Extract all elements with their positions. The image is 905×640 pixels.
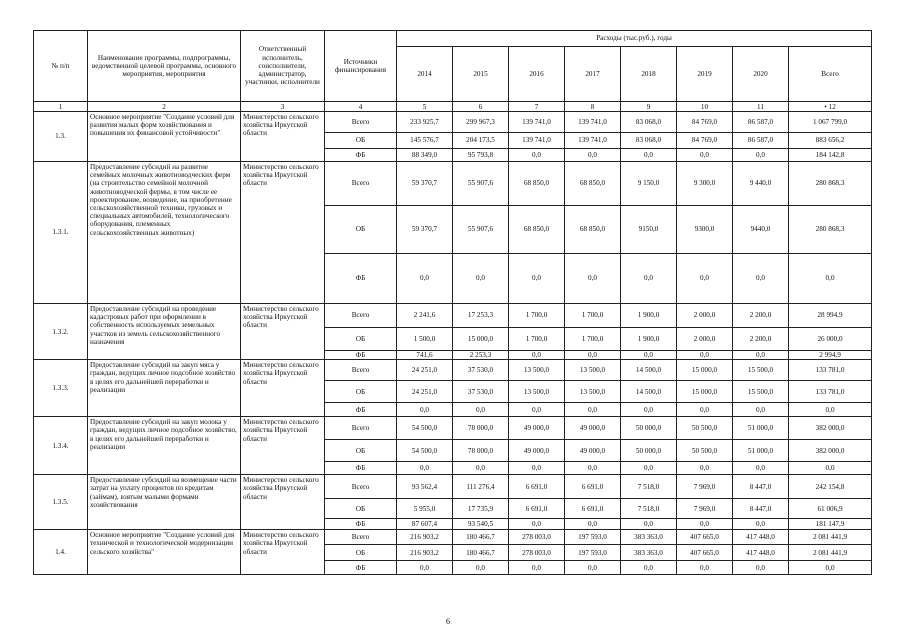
row-year-value: 0,0 <box>565 561 621 575</box>
row-year-value: 13 500,0 <box>565 381 621 403</box>
row-year-value: 0,0 <box>565 254 621 304</box>
row-year-value: 49 000,0 <box>565 440 621 462</box>
row-year-value: 24 251,0 <box>397 360 453 381</box>
budget-table <box>33 30 872 575</box>
row-year-value: 0,0 <box>677 351 733 360</box>
row-total-value: 0,0 <box>789 462 872 475</box>
row-year-value: 84 769,0 <box>677 133 733 149</box>
row-year-value: 15 500,0 <box>733 381 789 403</box>
row-year-value: 15 500,0 <box>733 360 789 381</box>
row-year-value: 7 969,0 <box>677 499 733 519</box>
row-year-value: 1 500,0 <box>397 328 453 351</box>
row-year-value: 417 448,0 <box>733 545 789 561</box>
column-number: 6 <box>453 102 509 112</box>
row-year-value: 278 003,0 <box>509 545 565 561</box>
column-number: 3 <box>241 102 325 112</box>
row-source: ФБ <box>325 462 397 475</box>
row-year-value: 49 000,0 <box>565 417 621 440</box>
row-executor: Министерство сельского хозяйства Иркутской области <box>241 530 325 575</box>
row-total-value: 184 142,8 <box>789 149 872 162</box>
row-year-value: 1 700,0 <box>565 304 621 328</box>
row-year-value: 216 903,2 <box>397 545 453 561</box>
row-year-value: 37 530,0 <box>453 360 509 381</box>
row-year-value: 0,0 <box>733 254 789 304</box>
row-year-value: 15 000,0 <box>453 328 509 351</box>
row-year-value: 9300,0 <box>677 206 733 254</box>
row-year-value: 51 000,0 <box>733 417 789 440</box>
row-year-value: 1 700,0 <box>509 328 565 351</box>
row-year-value: 9440,0 <box>733 206 789 254</box>
table-row <box>34 112 872 133</box>
table-header <box>34 31 872 112</box>
row-year-value: 55 907,6 <box>453 162 509 206</box>
row-year-value: 14 500,0 <box>621 360 677 381</box>
row-total-value: 1 067 799,0 <box>789 112 872 133</box>
row-year-value: 51 000,0 <box>733 440 789 462</box>
row-year-value: 0,0 <box>509 519 565 530</box>
table-row <box>34 304 872 328</box>
row-year-value: 0,0 <box>565 403 621 417</box>
row-year-value: 0,0 <box>565 519 621 530</box>
row-total-value: 2 081 441,9 <box>789 545 872 561</box>
row-year-value: 383 363,0 <box>621 545 677 561</box>
row-year-value: 49 000,0 <box>509 417 565 440</box>
row-source: ФБ <box>325 149 397 162</box>
row-source: Всего <box>325 417 397 440</box>
row-year-value: 0,0 <box>733 561 789 575</box>
row-source: ФБ <box>325 351 397 360</box>
row-name: Предоставление субсидий на закуп мяса у граждан, ведущих личное подсобное хозяйство в целях его дальнейшей переработки и реализации <box>88 360 241 417</box>
row-name: Предоставление субсидий на закуп молока у граждан, ведущих личное подсобное хозяйство, в целях его дальнейшей переработки и реализации <box>88 417 241 475</box>
row-year-value: 0,0 <box>621 561 677 575</box>
row-total-value: 280 868,3 <box>789 162 872 206</box>
column-number: 7 <box>509 102 565 112</box>
row-total-value: 26 000,0 <box>789 328 872 351</box>
row-year-value: 7 969,0 <box>677 475 733 499</box>
row-year-value: 68 850,0 <box>509 162 565 206</box>
row-code: 1.3.2. <box>34 304 88 360</box>
row-year-value: 6 691,0 <box>509 499 565 519</box>
row-year-value: 2 000,0 <box>677 304 733 328</box>
table-body <box>34 112 872 575</box>
row-year-value: 407 665,0 <box>677 545 733 561</box>
row-year-value: 0,0 <box>397 403 453 417</box>
row-year-value: 0,0 <box>677 561 733 575</box>
row-year-value: 68 850,0 <box>509 206 565 254</box>
row-year-value: 145 576,7 <box>397 133 453 149</box>
page-number: 6 <box>446 617 450 626</box>
row-year-value: 9 150,0 <box>621 162 677 206</box>
row-year-value: 15 000,0 <box>677 381 733 403</box>
row-name: Основное мероприятие "Создание условий для развития малых форм хозяйствования и повышения их финансовой устойчивости" <box>88 112 241 162</box>
column-number: 4 <box>325 102 397 112</box>
row-total-value: 242 154,8 <box>789 475 872 499</box>
header-source: Источники финансирования <box>325 31 397 102</box>
table-row <box>34 475 872 499</box>
row-year-value: 6 691,0 <box>565 475 621 499</box>
row-year-value: 197 593,0 <box>565 530 621 545</box>
row-year-value: 2 241,6 <box>397 304 453 328</box>
table-row <box>34 417 872 440</box>
row-year-value: 278 003,0 <box>509 530 565 545</box>
row-year-value: 180 466,7 <box>453 530 509 545</box>
row-source: ОБ <box>325 328 397 351</box>
row-year-value: 2 000,0 <box>677 328 733 351</box>
row-total-value: 2 081 441,9 <box>789 530 872 545</box>
row-year-value: 86 587,0 <box>733 112 789 133</box>
header-name: Наименование программы, подпрограммы, ведомственной целевой программы, основного мероприятия, мероприятия <box>88 31 241 102</box>
row-year-value: 407 665,0 <box>677 530 733 545</box>
row-year-value: 0,0 <box>565 351 621 360</box>
row-year-value: 9 440,0 <box>733 162 789 206</box>
row-name: Предоставление субсидий на проведение кадастровых работ при оформлении в собственность используемых земельных участков из земель сельскохозяйственного назначения <box>88 304 241 360</box>
column-number: 11 <box>733 102 789 112</box>
row-executor: Министерство сельского хозяйства Иркутской области <box>241 475 325 530</box>
row-year-value: 37 530,0 <box>453 381 509 403</box>
row-year-value: 0,0 <box>565 149 621 162</box>
column-number: 5 <box>397 102 453 112</box>
row-year-value: 50 500,0 <box>677 440 733 462</box>
header-year: 2017 <box>565 47 621 102</box>
row-year-value: 87 607,4 <box>397 519 453 530</box>
row-source: Всего <box>325 162 397 206</box>
row-year-value: 7 518,0 <box>621 475 677 499</box>
row-total-value: 0,0 <box>789 403 872 417</box>
column-number: • 12 <box>789 102 872 112</box>
row-year-value: 0,0 <box>733 403 789 417</box>
row-year-value: 2 253,3 <box>453 351 509 360</box>
row-year-value: 54 500,0 <box>397 440 453 462</box>
row-year-value: 180 466,7 <box>453 545 509 561</box>
row-total-value: 883 656,2 <box>789 133 872 149</box>
row-year-value: 83 068,0 <box>621 133 677 149</box>
row-source: ОБ <box>325 499 397 519</box>
row-year-value: 111 276,4 <box>453 475 509 499</box>
row-year-value: 299 967,3 <box>453 112 509 133</box>
row-year-value: 9150,0 <box>621 206 677 254</box>
row-year-value: 5 955,0 <box>397 499 453 519</box>
row-year-value: 17 253,3 <box>453 304 509 328</box>
row-total-value: 0,0 <box>789 561 872 575</box>
row-source: ФБ <box>325 254 397 304</box>
row-year-value: 0,0 <box>621 462 677 475</box>
header-year: 2014 <box>397 47 453 102</box>
row-year-value: 50 000,0 <box>621 417 677 440</box>
row-year-value: 50 500,0 <box>677 417 733 440</box>
row-year-value: 0,0 <box>733 462 789 475</box>
row-total-value: 61 006,9 <box>789 499 872 519</box>
row-year-value: 0,0 <box>509 403 565 417</box>
row-total-value: 28 994,9 <box>789 304 872 328</box>
row-year-value: 8 447,0 <box>733 475 789 499</box>
row-year-value: 0,0 <box>621 403 677 417</box>
row-year-value: 1 700,0 <box>565 328 621 351</box>
row-total-value: 382 000,0 <box>789 417 872 440</box>
row-year-value: 216 903,2 <box>397 530 453 545</box>
row-source: ОБ <box>325 440 397 462</box>
row-source: Всего <box>325 475 397 499</box>
row-year-value: 78 000,0 <box>453 440 509 462</box>
row-year-value: 0,0 <box>565 462 621 475</box>
row-source: Всего <box>325 304 397 328</box>
row-year-value: 17 735,9 <box>453 499 509 519</box>
header-year: 2020 <box>733 47 789 102</box>
column-number: 10 <box>677 102 733 112</box>
row-year-value: 0,0 <box>509 462 565 475</box>
row-year-value: 233 925,7 <box>397 112 453 133</box>
row-total-value: 0,0 <box>789 254 872 304</box>
row-year-value: 93 540,5 <box>453 519 509 530</box>
column-number: 1 <box>34 102 88 112</box>
row-year-value: 9 300,0 <box>677 162 733 206</box>
header-num: № п/п <box>34 31 88 102</box>
row-code: 1.3.5. <box>34 475 88 530</box>
row-year-value: 0,0 <box>677 149 733 162</box>
row-source: ОБ <box>325 545 397 561</box>
row-year-value: 0,0 <box>621 351 677 360</box>
table-row <box>34 162 872 206</box>
row-year-value: 86 587,0 <box>733 133 789 149</box>
row-year-value: 15 000,0 <box>677 360 733 381</box>
row-year-value: 0,0 <box>509 149 565 162</box>
row-year-value: 59 370,7 <box>397 206 453 254</box>
row-year-value: 741,6 <box>397 351 453 360</box>
row-code: 1.3. <box>34 112 88 162</box>
row-year-value: 6 691,0 <box>509 475 565 499</box>
row-source: ОБ <box>325 133 397 149</box>
row-year-value: 0,0 <box>453 403 509 417</box>
row-year-value: 0,0 <box>733 351 789 360</box>
row-source: Всего <box>325 530 397 545</box>
row-name: Предоставление субсидий на развитие семейных молочных животноводческих ферм (на строительство семейной молочной животноводческой фермы, в том числе ее проектирование, возведение, на приобретение сельскохозяйственной техники, грузовых и специальных автомобилей, технологического оборудования, племенных сельскохозяйственных животных) <box>88 162 241 304</box>
row-year-value: 2 200,0 <box>733 328 789 351</box>
row-total-value: 181 147,9 <box>789 519 872 530</box>
row-code: 1.3.4. <box>34 417 88 475</box>
row-year-value: 7 518,0 <box>621 499 677 519</box>
row-year-value: 14 500,0 <box>621 381 677 403</box>
row-year-value: 0,0 <box>397 561 453 575</box>
row-year-value: 0,0 <box>453 462 509 475</box>
row-year-value: 417 448,0 <box>733 530 789 545</box>
row-year-value: 0,0 <box>397 254 453 304</box>
header-total: Всего <box>789 47 872 102</box>
row-year-value: 1 900,0 <box>621 304 677 328</box>
row-year-value: 93 562,4 <box>397 475 453 499</box>
row-year-value: 24 251,0 <box>397 381 453 403</box>
row-year-value: 50 000,0 <box>621 440 677 462</box>
row-year-value: 0,0 <box>677 403 733 417</box>
row-year-value: 0,0 <box>453 254 509 304</box>
row-total-value: 382 000,0 <box>789 440 872 462</box>
row-year-value: 59 370,7 <box>397 162 453 206</box>
row-year-value: 83 068,0 <box>621 112 677 133</box>
row-year-value: 1 900,0 <box>621 328 677 351</box>
row-year-value: 139 741,0 <box>509 133 565 149</box>
row-year-value: 68 850,0 <box>565 206 621 254</box>
row-year-value: 13 500,0 <box>565 360 621 381</box>
table-row <box>34 530 872 545</box>
column-numbers-row <box>34 102 872 112</box>
row-year-value: 197 593,0 <box>565 545 621 561</box>
row-year-value: 84 769,0 <box>677 112 733 133</box>
row-year-value: 383 363,0 <box>621 530 677 545</box>
row-year-value: 88 349,0 <box>397 149 453 162</box>
row-source: Всего <box>325 112 397 133</box>
row-year-value: 204 173,5 <box>453 133 509 149</box>
row-executor: Министерство сельского хозяйства Иркутской области <box>241 417 325 475</box>
row-year-value: 2 200,0 <box>733 304 789 328</box>
row-year-value: 139 741,0 <box>509 112 565 133</box>
row-year-value: 8 447,0 <box>733 499 789 519</box>
row-year-value: 0,0 <box>509 351 565 360</box>
row-year-value: 139 741,0 <box>565 133 621 149</box>
row-year-value: 13 500,0 <box>509 381 565 403</box>
row-year-value: 139 741,0 <box>565 112 621 133</box>
row-name: Основное мероприятие "Создание условий для технической и технологической модернизации сельского хозяйства" <box>88 530 241 575</box>
row-year-value: 78 000,0 <box>453 417 509 440</box>
row-year-value: 95 793,8 <box>453 149 509 162</box>
row-year-value: 6 691,0 <box>565 499 621 519</box>
header-year: 2019 <box>677 47 733 102</box>
row-year-value: 0,0 <box>621 149 677 162</box>
header-year: 2018 <box>621 47 677 102</box>
row-executor: Министерство сельского хозяйства Иркутской области <box>241 112 325 162</box>
header-expenses: Расходы (тыс.руб.), годы <box>397 31 872 47</box>
row-year-value: 1 700,0 <box>509 304 565 328</box>
row-source: Всего <box>325 360 397 381</box>
header-year: 2015 <box>453 47 509 102</box>
row-year-value: 0,0 <box>677 519 733 530</box>
row-year-value: 0,0 <box>509 561 565 575</box>
row-year-value: 55 907,6 <box>453 206 509 254</box>
row-total-value: 133 781,0 <box>789 360 872 381</box>
row-source: ОБ <box>325 206 397 254</box>
row-source: ОБ <box>325 381 397 403</box>
budget-document <box>33 30 871 575</box>
row-year-value: 0,0 <box>733 149 789 162</box>
row-year-value: 0,0 <box>677 254 733 304</box>
row-source: ФБ <box>325 403 397 417</box>
column-number: 8 <box>565 102 621 112</box>
row-year-value: 0,0 <box>397 462 453 475</box>
row-year-value: 54 500,0 <box>397 417 453 440</box>
row-code: 1.3.1. <box>34 162 88 304</box>
row-total-value: 133 781,0 <box>789 381 872 403</box>
row-year-value: 0,0 <box>733 519 789 530</box>
row-executor: Министерство сельского хозяйства Иркутской области <box>241 304 325 360</box>
row-year-value: 0,0 <box>453 561 509 575</box>
row-year-value: 13 500,0 <box>509 360 565 381</box>
row-source: ФБ <box>325 561 397 575</box>
row-name: Предоставление субсидий на возмещение части затрат на уплату процентов по кредитам (займам), взятым малыми формами хозяйствования <box>88 475 241 530</box>
row-year-value: 68 850,0 <box>565 162 621 206</box>
table-row <box>34 360 872 381</box>
column-number: 2 <box>88 102 241 112</box>
row-year-value: 0,0 <box>621 519 677 530</box>
row-year-value: 0,0 <box>621 254 677 304</box>
row-year-value: 49 000,0 <box>509 440 565 462</box>
header-year: 2016 <box>509 47 565 102</box>
row-total-value: 2 994,9 <box>789 351 872 360</box>
row-executor: Министерство сельского хозяйства Иркутской области <box>241 360 325 417</box>
row-code: 1.3.3. <box>34 360 88 417</box>
header-executor: Ответственный исполнитель, соисполнители, администратор, участники, исполнители <box>241 31 325 102</box>
row-source: ФБ <box>325 519 397 530</box>
row-year-value: 0,0 <box>677 462 733 475</box>
row-executor: Министерство сельского хозяйства Иркутской области <box>241 162 325 304</box>
column-number: 9 <box>621 102 677 112</box>
row-code: 1.4. <box>34 530 88 575</box>
row-year-value: 0,0 <box>509 254 565 304</box>
row-total-value: 280 868,3 <box>789 206 872 254</box>
